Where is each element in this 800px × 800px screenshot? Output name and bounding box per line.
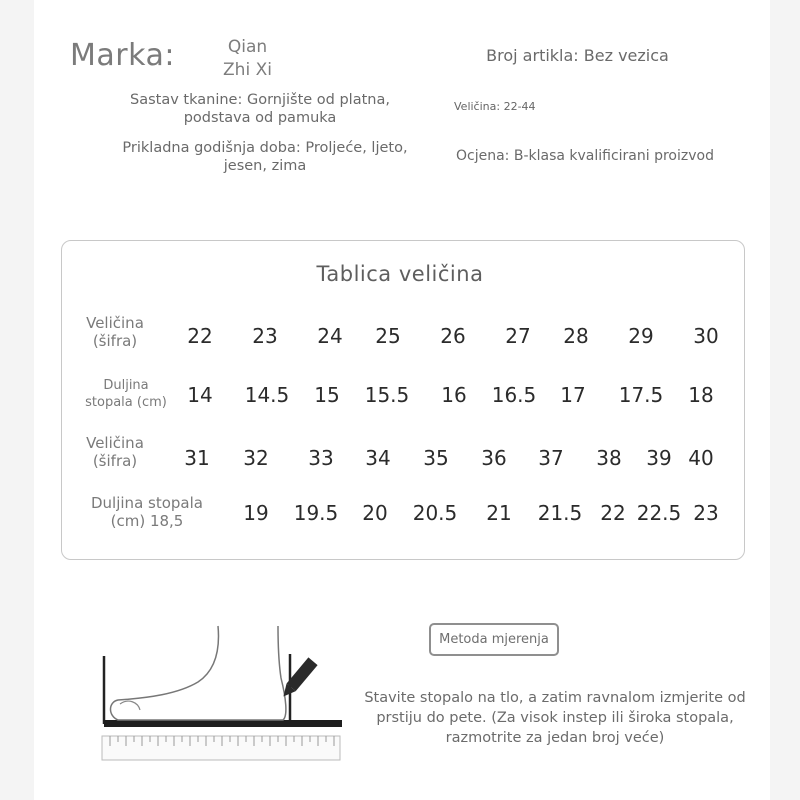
- brand-value-line1: Qian: [227, 37, 268, 57]
- foot-length-cell: 17: [560, 383, 586, 407]
- foot-length-cell: 22: [600, 501, 626, 525]
- season-line2: jesen, zima: [223, 158, 307, 174]
- size-cell: 28: [563, 324, 589, 348]
- right-frame-strip: [770, 0, 800, 800]
- size-cell: 30: [693, 324, 719, 348]
- foot-length-cell: 16.5: [491, 383, 537, 407]
- foot-length-cell: 20: [362, 501, 388, 525]
- foot-length-cell: 14.5: [244, 383, 290, 407]
- ruler: [102, 736, 340, 760]
- size-cell: 40: [688, 446, 714, 470]
- measurement-method-label: Metoda mjerenja: [429, 623, 559, 656]
- foot-length-cell: 19.5: [293, 501, 339, 525]
- size-cell: 31: [184, 446, 210, 470]
- size-cell: 27: [505, 324, 531, 348]
- foot-length-cell: 17.5: [618, 383, 664, 407]
- foot-length-cell: 19: [243, 501, 269, 525]
- size-cell: 39: [646, 446, 672, 470]
- brand-value: [205, 36, 290, 82]
- size-table-title: Tablica veličina: [316, 262, 484, 286]
- fabric-line2: podstava od pamuka: [183, 110, 337, 126]
- foot-length-cell: 21.5: [537, 501, 583, 525]
- size-cell: 25: [375, 324, 401, 348]
- row-label-size-1: Veličina (šifra): [86, 314, 144, 350]
- measurement-instruction: Stavite stopalo na tlo, a zatim ravnalom izmjerite od prstiju do pete. (Za visok instep ili široka stopala, razmotrite za jedan broj veće): [364, 690, 746, 746]
- size-cell: 32: [243, 446, 269, 470]
- size-cell: 29: [628, 324, 654, 348]
- size-cell: 34: [365, 446, 391, 470]
- foot-outline: [111, 626, 286, 720]
- size-cell: 36: [481, 446, 507, 470]
- size-cell: 22: [187, 324, 213, 348]
- size-cell: 38: [596, 446, 622, 470]
- size-cell: 24: [317, 324, 343, 348]
- size-cell: 35: [423, 446, 449, 470]
- size-cell: 33: [308, 446, 334, 470]
- foot-length-cell: 22.5: [636, 501, 682, 525]
- row-label-size-2: Veličina (šifra): [86, 434, 144, 470]
- quality-grade: Ocjena: B-klasa kvalificirani proizvod: [456, 148, 714, 164]
- foot-length-cell: 15: [314, 383, 340, 407]
- season-info: [100, 139, 430, 175]
- size-cell: 26: [440, 324, 466, 348]
- brand-value-line2: Zhi Xi: [223, 60, 272, 80]
- article-number: Broj artikla: Bez vezica: [486, 46, 669, 65]
- foot-length-cell: 18: [688, 383, 714, 407]
- foot-length-cell: 15.5: [364, 383, 410, 407]
- toe-outline: [120, 701, 140, 710]
- foot-length-cell: 21: [486, 501, 512, 525]
- size-range: Veličina: 22-44: [454, 100, 536, 113]
- brand-label: Marka:: [70, 38, 175, 73]
- floor-bar: [104, 720, 342, 727]
- size-cell: 37: [538, 446, 564, 470]
- season-line1: Prikladna godišnja doba: Proljeće, ljeto,: [122, 140, 408, 156]
- foot-length-cell: 14: [187, 383, 213, 407]
- pencil-icon: [279, 657, 318, 700]
- fabric-line1: Sastav tkanine: Gornjište od platna,: [130, 92, 390, 108]
- size-cell: 23: [252, 324, 278, 348]
- foot-measuring-illustration: [98, 618, 348, 770]
- row-label-foot-length-1: Duljina stopala (cm): [85, 378, 167, 410]
- foot-length-cell: 23: [693, 501, 719, 525]
- row-label-foot-length-2: Duljina stopala (cm) 18,5: [91, 494, 203, 530]
- foot-length-cell: 16: [441, 383, 467, 407]
- left-frame-strip: [0, 0, 34, 800]
- foot-length-cell: 20.5: [412, 501, 458, 525]
- fabric-composition: [100, 91, 420, 127]
